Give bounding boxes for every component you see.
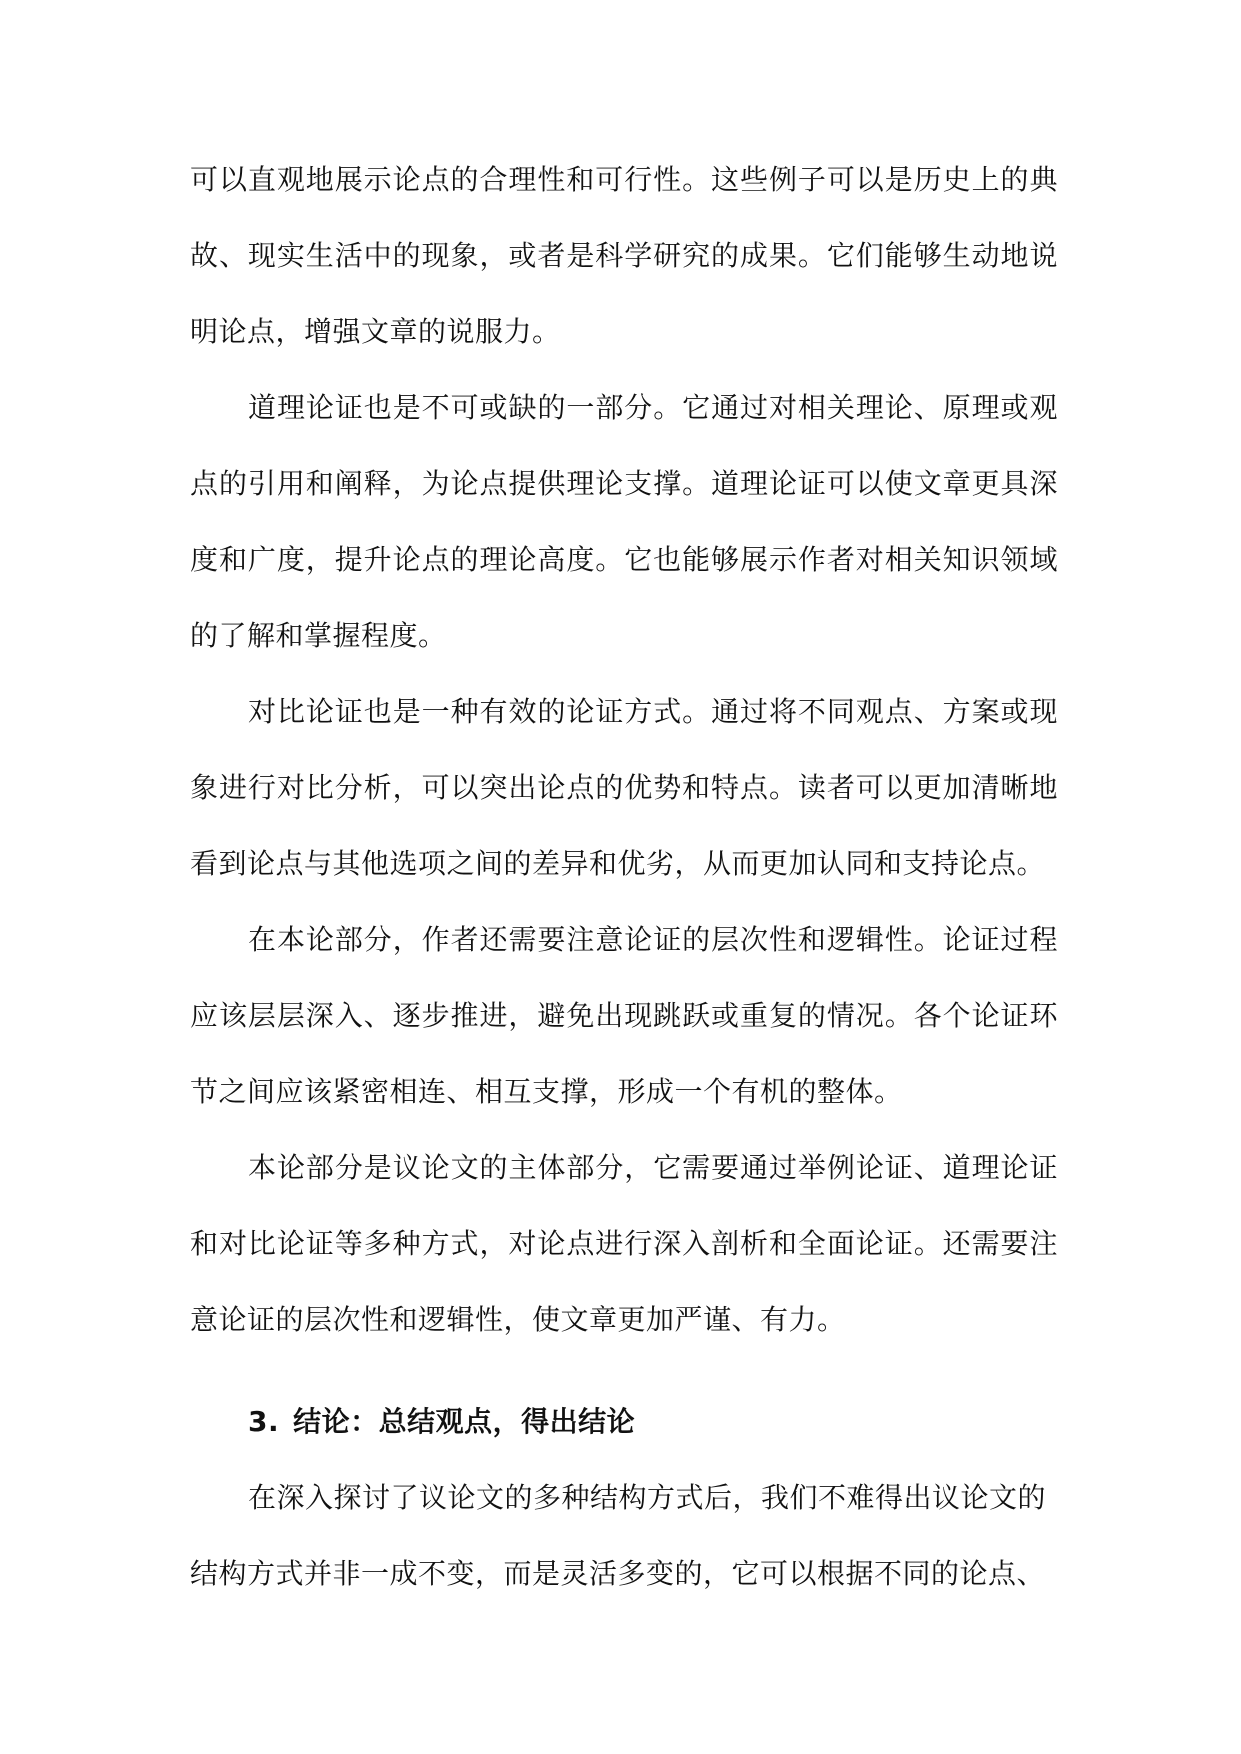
section-number: 3.	[248, 1405, 280, 1438]
paragraph-main-summary: 本论部分是议论文的主体部分，它需要通过举例论证、道理论证和对比论证等多种方式，对论点进行深入剖析和全面论证。还需要注意论证的层次性和逻辑性，使文章更加严谨、有力。	[190, 1151, 1058, 1336]
paragraph-contrast-argument: 对比论证也是一种有效的论证方式。通过将不同观点、方案或现象进行对比分析，可以突出论点的优势和特点。读者可以更加清晰地看到论点与其他选项之间的差异和优劣，从而更加认同和支持论点。	[190, 695, 1058, 880]
section-heading-conclusion	[190, 1384, 1058, 1460]
document-body	[190, 142, 1058, 1612]
paragraph-reasoning-argument: 道理论证也是不可或缺的一部分。它通过对相关理论、原理或观点的引用和阐释，为论点提供理论支撑。道理论证可以使文章更具深度和广度，提升论点的理论高度。它也能够展示作者对相关知识领域的了解和掌握程度。	[190, 391, 1058, 652]
section-title: 结论：总结观点，得出结论	[293, 1405, 636, 1438]
paragraph-structure-logic: 在本论部分，作者还需要注意论证的层次性和逻辑性。论证过程应该层层深入、逐步推进，避免出现跳跃或重复的情况。各个论证环节之间应该紧密相连、相互支撑，形成一个有机的整体。	[190, 923, 1058, 1108]
paragraph-example-argument: 可以直观地展示论点的合理性和可行性。这些例子可以是历史上的典故、现实生活中的现象，或者是科学研究的成果。它们能够生动地说明论点，增强文章的说服力。	[190, 163, 1058, 348]
paragraph-conclusion-line-1: 在深入探讨了议论文的多种结构方式后，我们不难得出议论文的	[248, 1481, 1047, 1514]
paragraph-conclusion-line-2: 结构方式并非一成不变，而是灵活多变的，它可以根据不同的论点、	[190, 1557, 1046, 1590]
